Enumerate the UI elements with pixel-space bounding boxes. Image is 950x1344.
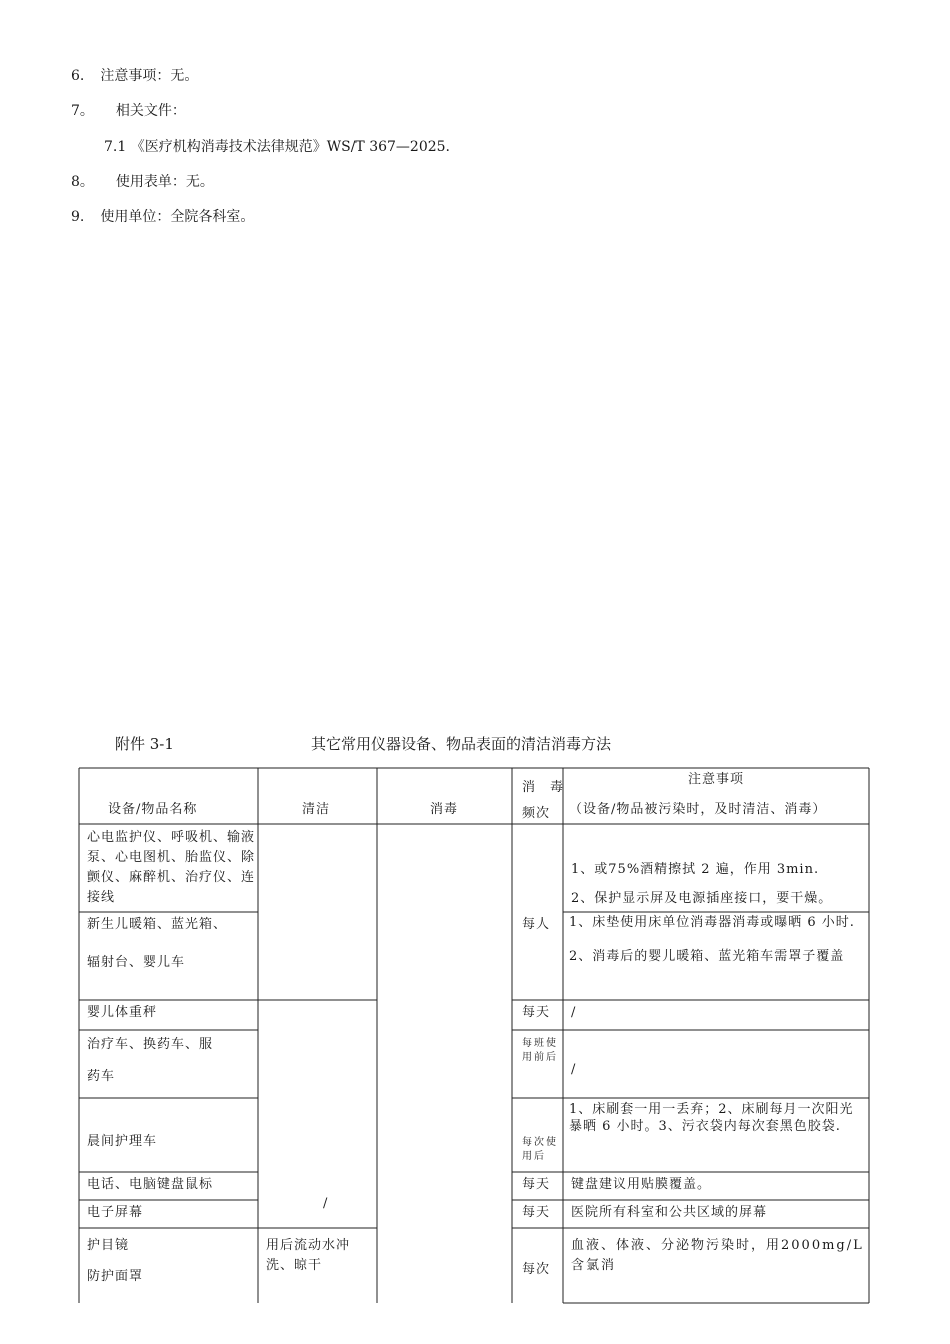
row-cart-note: / [571, 1062, 577, 1077]
row-phone-note: 键盘建议用贴膜覆盖。 [571, 1177, 712, 1192]
item-text: 7.1 《医疗机构消毒技术法律规范》WS/T 367—2025. [104, 139, 451, 155]
row-screen-freq: 每天 [522, 1205, 551, 1220]
row-incubator-name: 新生儿暖箱、蓝光箱、 [87, 917, 228, 932]
row-incubator-note-2: 2、消毒后的婴儿暖箱、蓝光箱车需罩子覆盖 [569, 949, 845, 964]
row-goggle-name-2: 防护面罩 [87, 1269, 144, 1284]
row-morning-freq: 每次使用后 [522, 1137, 558, 1162]
item-text: 使用单位：全院各科室。 [100, 209, 255, 225]
row-monitor-note-2: 2、保护显示屏及电源插座接口，要干燥。 [571, 891, 833, 906]
row-scale-name: 婴儿体重秤 [87, 1005, 158, 1020]
row-incubator-freq: 每人 [522, 917, 551, 932]
item-8 [71, 173, 214, 191]
row-goggle-note: 血液、体液、分泌物污染时，用2000mg/L 含氯消 [571, 1238, 864, 1273]
row-screen-note: 医院所有科室和公共区域的屏幕 [571, 1205, 768, 1220]
row-monitor-name: 心电监护仪、呼吸机、输液泵、心电图机、胎监仪、除颤仪、麻醉机、治疗仪、连接线 [87, 830, 256, 905]
item-7 [71, 102, 186, 120]
row-incubator-name-2: 辐射台、婴儿车 [87, 955, 186, 970]
row-incubator-notes [569, 914, 867, 999]
item-number: 7。 [71, 103, 94, 119]
header-name: 设备/物品名称 [108, 802, 198, 817]
row-morning-note: 1、床刷套一用一丢弃；2、床刷每月一次阳光暴晒 6 小时。3、污衣袋内每次套黑色胶袋. [569, 1102, 854, 1134]
item-7-1 [104, 138, 450, 156]
item-number: 8。 [71, 174, 94, 190]
row-goggle-name: 护目镜 [87, 1238, 130, 1253]
table-title: 其它常用仪器设备、物品表面的清洁消毒方法 [311, 735, 612, 753]
row-phone-name: 电话、电脑键盘鼠标 [87, 1177, 214, 1192]
item-text: 注意事项：无。 [100, 68, 199, 84]
row-scale-note: / [571, 1005, 577, 1020]
row-morning-name: 晨间护理车 [87, 1134, 158, 1149]
header-freq: 消 毒 [522, 780, 565, 795]
item-text: 相关文件： [115, 103, 186, 119]
row-cart-name-2: 药车 [87, 1069, 116, 1084]
row-cart-name: 治疗车、换药车、服 [87, 1037, 214, 1052]
row-screen-name: 电子屏幕 [87, 1205, 144, 1220]
annex-label: 附件 3-1 [115, 735, 174, 753]
item-6 [71, 67, 198, 85]
item-text: 使用表单：无。 [115, 174, 214, 190]
row-scale-freq: 每天 [522, 1005, 551, 1020]
row-cart-freq: 每班使用前后 [522, 1038, 558, 1063]
header-notes-sub: （设备/物品被污染时，及时清洁、消毒） [569, 802, 827, 817]
header-clean: 清洁 [302, 802, 331, 817]
header-disinfect: 消毒 [430, 802, 459, 817]
row-clean-slash: / [323, 1196, 329, 1211]
header-freq-2: 频次 [522, 806, 551, 821]
item-number: 6. [71, 68, 85, 84]
row-goggle-freq: 每次 [522, 1262, 551, 1277]
item-9 [71, 208, 254, 226]
row-incubator-note: 1、床垫使用床单位消毒器消毒或曝晒 6 小时. [569, 915, 855, 930]
row-monitor-note: 1、或75%酒精擦拭 2 遍，作用 3min. [571, 862, 820, 877]
row-phone-freq: 每天 [522, 1177, 551, 1192]
item-number: 9. [71, 209, 85, 225]
row-goggle-clean: 用后流动水冲洗、晾干 [266, 1238, 351, 1273]
header-notes: 注意事项 [687, 772, 744, 787]
